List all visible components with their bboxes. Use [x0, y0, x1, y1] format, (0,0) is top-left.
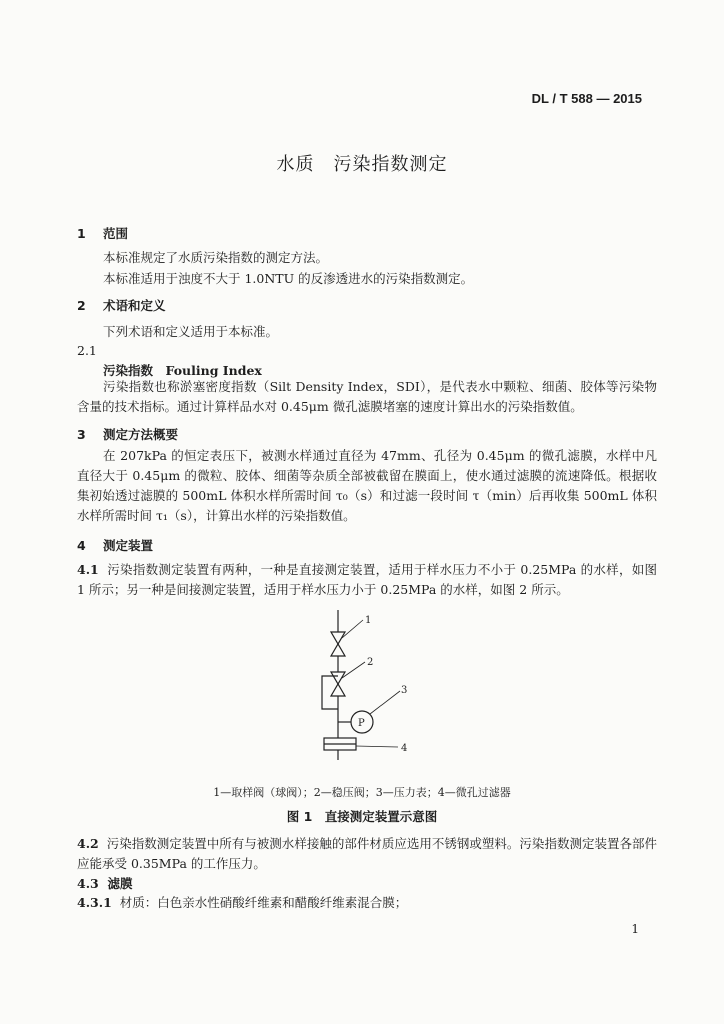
- subsection-number: 2.1: [77, 343, 97, 358]
- section-title: 范围: [103, 226, 129, 241]
- clause-text: 污染指数测定装置有两种，一种是直接测定装置，适用于样水压力不小于 0.25MPa 的水样，如图 1 所示；另一种是间接测定装置，适用于样水压力小于 0.25MPa 的水样，如图 2 所示。: [77, 562, 657, 597]
- pressure-regulating-valve-symbol: [322, 672, 345, 709]
- paragraph: 在 207kPa 的恒定表压下，被测水样通过直径为 47mm、孔径为 0.45μm 的微孔滤膜，水样中凡直径大于 0.45μm 的微粒、胶体、细菌等杂质全部被截留在膜面上，使水通过滤膜的流速降低。根据收集初始透过滤膜的 500mL 体积水样所需时间 τ₀（s）和过滤一段时间 τ（min）后再收集 500mL 体积水样所需时间 τ₁（s），计算出水样的污染指数值。: [77, 448, 657, 523]
- clause-number: 4.1: [77, 562, 99, 577]
- gauge-label: P: [358, 718, 365, 729]
- paragraph: 下列术语和定义适用于本标准。: [103, 324, 279, 339]
- standard-code: DL / T 588 — 2015: [531, 91, 642, 106]
- clause-title: 滤膜: [107, 876, 133, 891]
- callout-3: 3: [401, 685, 408, 696]
- section-number: 1: [77, 226, 86, 241]
- direct-measurement-device-diagram: [300, 610, 420, 770]
- clause-4-3: [77, 874, 132, 892]
- callout-1: 1: [365, 615, 372, 626]
- clause-number: 4.3: [77, 876, 99, 891]
- clause-4-3-1: [77, 893, 407, 911]
- clause-4-2: [77, 834, 657, 874]
- document-title: 水质 污染指数测定: [276, 154, 448, 175]
- section-3-heading: [77, 425, 178, 443]
- clause-text: 材质：白色亲水性硝酸纤维素和醋酸纤维素混合膜；: [119, 895, 408, 910]
- callout-4: 4: [401, 743, 408, 754]
- sampling-valve-symbol: [331, 632, 345, 656]
- section-1-heading: [77, 224, 128, 242]
- callout-2: 2: [367, 657, 374, 668]
- figure-caption: 图 1 直接测定装置示意图: [286, 809, 438, 824]
- section-title: 测定装置: [103, 538, 154, 553]
- clause-text: 污染指数测定装置中所有与被测水样接触的部件材质应选用不锈钢或塑料。污染指数测定装置各部件应能承受 0.35MPa 的工作压力。: [77, 836, 657, 871]
- figure-legend: 1—取样阀（球阀）；2—稳压阀；3—压力表；4—微孔过滤器: [213, 786, 511, 799]
- paragraph: 本标准规定了水质污染指数的测定方法。: [103, 250, 329, 265]
- clause-number: 4.3.1: [77, 895, 112, 910]
- clause-number: 4.2: [77, 836, 99, 851]
- clause-4-1: [77, 560, 657, 600]
- micropore-filter-symbol: [324, 738, 356, 750]
- term-definition: 污染指数也称淤塞密度指数（Silt Density Index，SDI），是代表水中颗粒、细菌、胶体等污染物含量的技术指标。通过计算样品水对 0.45μm 微孔滤膜堵塞的速度计算出水的污染指数值。: [77, 379, 657, 414]
- section-title: 测定方法概要: [103, 427, 179, 442]
- section-title: 术语和定义: [103, 298, 166, 313]
- section-number: 3: [77, 427, 86, 442]
- section-number: 2: [77, 298, 86, 313]
- term-heading: 污染指数 Fouling Index: [103, 363, 262, 378]
- section-number: 4: [77, 538, 86, 553]
- paragraph: 本标准适用于浊度不大于 1.0NTU 的反渗透进水的污染指数测定。: [103, 271, 474, 286]
- section-4-heading: [77, 536, 153, 554]
- section-2-heading: [77, 296, 166, 314]
- page-number: 1: [631, 922, 639, 936]
